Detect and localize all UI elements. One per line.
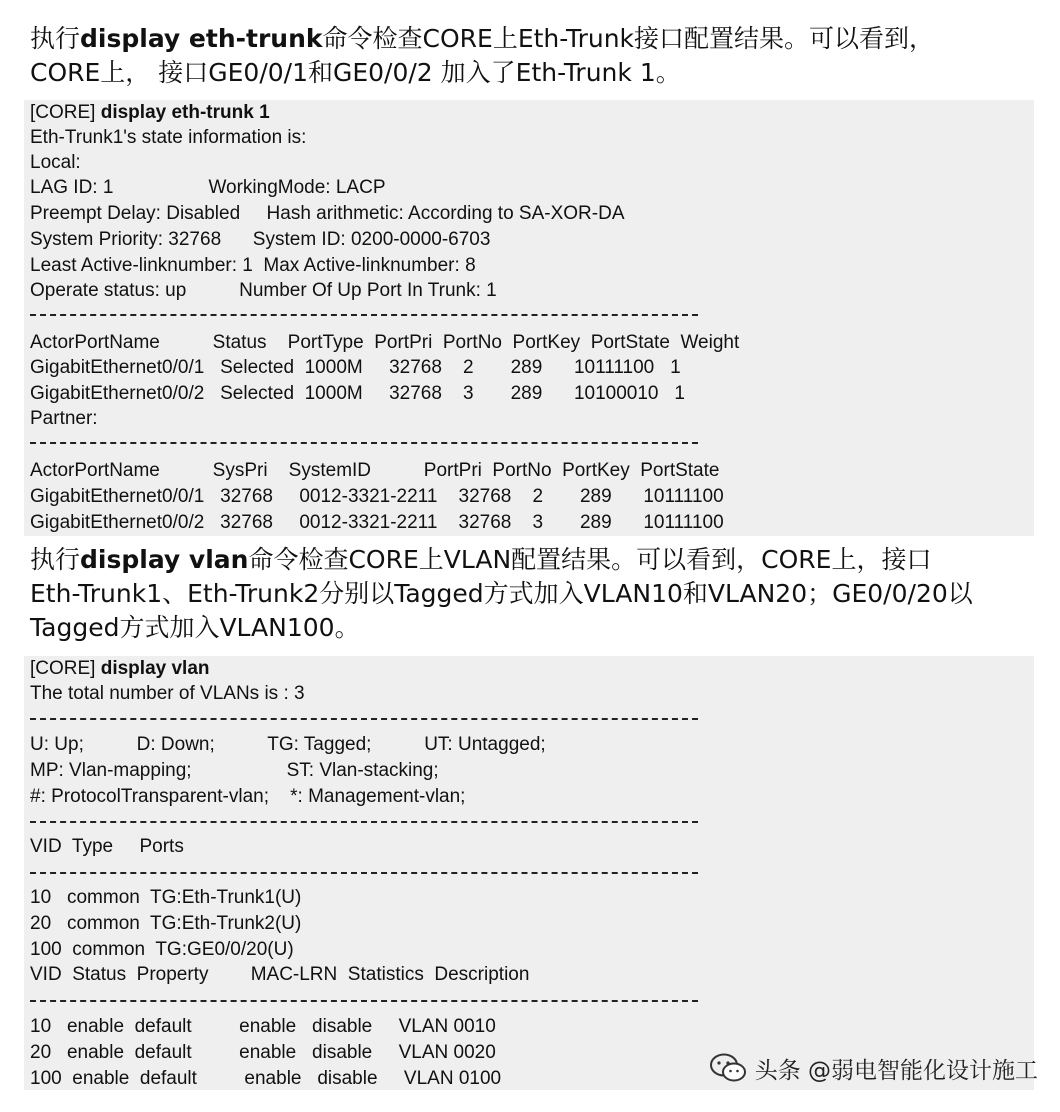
cli-prompt: [CORE] [30, 658, 101, 679]
dashed-separator [30, 442, 698, 444]
status-table-header: VID Status Property MAC-LRN Statistics Description [30, 964, 530, 985]
intro-paragraph-vlan [30, 543, 1040, 645]
partner-table-row: GigabitEthernet0/0/1 32768 0012-3321-2211 32768 2 289 10111100 [30, 486, 724, 507]
intro1-line2: CORE上， 接口GE0/0/1和GE0/0/2 加入了Eth-Trunk 1。 [30, 58, 681, 87]
vlan-total-line: The total number of VLANs is : 3 [30, 683, 305, 704]
local-table-header: ActorPortName Status PortType PortPri PortNo PortKey PortState Weight [30, 332, 740, 353]
console-line: Local: [30, 152, 81, 173]
cli-prompt: [CORE] [30, 102, 101, 123]
ports-table-row: 10 common TG:Eth-Trunk1(U) [30, 887, 302, 908]
dashed-separator [30, 718, 698, 720]
status-table-row: 100 enable default enable disable VLAN 0100 [30, 1068, 502, 1089]
partner-label: Partner: [30, 408, 98, 429]
legend-line: #: ProtocolTransparent-vlan; *: Management-vlan; [30, 786, 466, 807]
console-line: Least Active-linknumber: 1 Max Active-linknumber: 8 [30, 255, 476, 276]
legend-line: MP: Vlan-mapping; ST: Vlan-stacking; [30, 760, 439, 781]
legend-line: U: Up; D: Down; TG: Tagged; UT: Untagged; [30, 734, 546, 755]
console-line: Preempt Delay: Disabled Hash arithmetic: According to SA-XOR-DA [30, 203, 625, 224]
vlan-console-output [24, 656, 1034, 1090]
console-line: LAG ID: 1 WorkingMode: LACP [30, 177, 386, 198]
cli-command: display vlan [100, 658, 210, 679]
partner-table-row: GigabitEthernet0/0/2 32768 0012-3321-2211 32768 3 289 10111100 [30, 512, 724, 533]
console-line: Operate status: up Number Of Up Port In Trunk: 1 [30, 280, 497, 301]
dashed-separator [30, 821, 698, 823]
wechat-logo-icon [709, 1052, 747, 1084]
dashed-separator [30, 1000, 698, 1002]
intro2-pre: 执行 [30, 545, 81, 574]
local-table-row: GigabitEthernet0/0/1 Selected 1000M 32768 2 289 10111100 1 [30, 357, 681, 378]
dashed-separator [30, 314, 698, 316]
ports-table-row: 20 common TG:Eth-Trunk2(U) [30, 913, 302, 934]
dashed-separator [30, 872, 698, 874]
ports-table-header: VID Type Ports [30, 836, 184, 857]
intro2-post: 命令检查CORE上VLAN配置结果。可以看到，CORE上，接口 [248, 545, 932, 574]
intro-paragraph-eth-trunk [30, 22, 1040, 90]
intro2-line2: Eth-Trunk1、Eth-Trunk2分别以Tagged方式加入VLAN10和VLAN20；GE0/0/20以 [30, 579, 973, 608]
console-command-line [30, 100, 270, 126]
status-table-row: 20 enable default enable disable VLAN 0020 [30, 1042, 496, 1063]
watermark-text: 头条 @弱电智能化设计施工 [754, 1057, 1038, 1084]
cli-command: display eth-trunk 1 [100, 102, 270, 123]
intro1-post: 命令检查CORE上Eth-Trunk接口配置结果。可以看到， [322, 24, 935, 53]
intro1-command: display eth-trunk [80, 24, 323, 53]
console-line: System Priority: 32768 System ID: 0200-0000-6703 [30, 229, 491, 250]
console-line: Eth-Trunk1's state information is: [30, 127, 307, 148]
partner-table-header: ActorPortName SysPri SystemID PortPri PortNo PortKey PortState [30, 460, 720, 481]
ports-table-row: 100 common TG:GE0/0/20(U) [30, 939, 294, 960]
intro1-pre: 执行 [30, 24, 81, 53]
console-command-line [30, 656, 210, 682]
intro2-command: display vlan [80, 545, 249, 574]
eth-trunk-console-output [24, 100, 1034, 536]
status-table-row: 10 enable default enable disable VLAN 0010 [30, 1016, 496, 1037]
watermark [709, 1048, 1038, 1088]
intro2-line3: Tagged方式加入VLAN100。 [30, 613, 360, 642]
local-table-row: GigabitEthernet0/0/2 Selected 1000M 32768 3 289 10100010 1 [30, 383, 685, 404]
